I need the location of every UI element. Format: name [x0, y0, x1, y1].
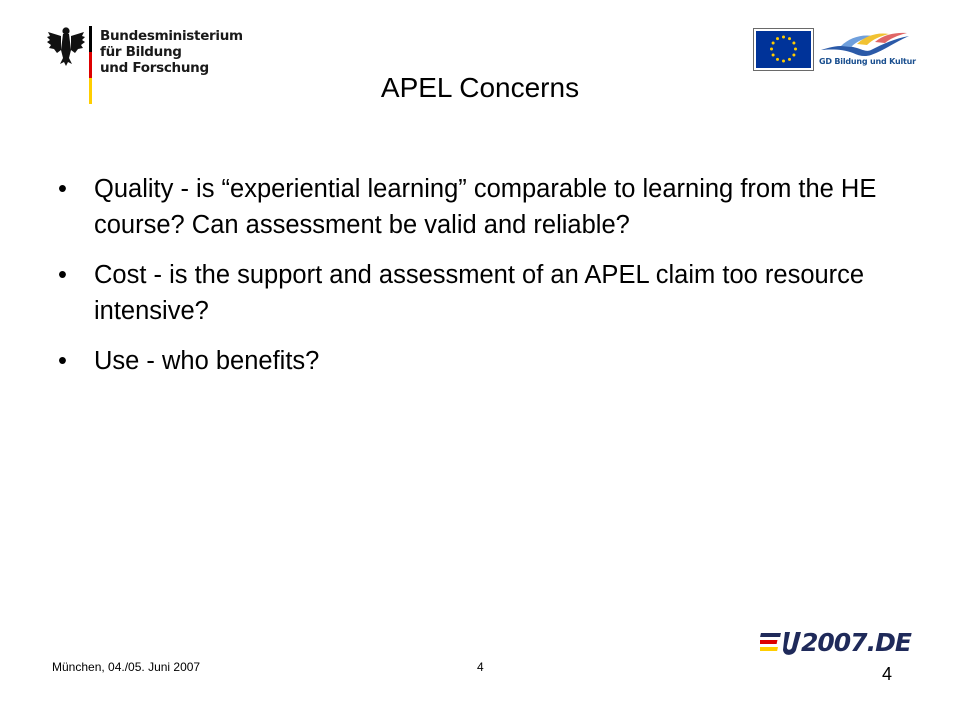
eu-presidency-text: 2007.DE	[801, 628, 911, 657]
footer-place-date: München, 04./05. Juni 2007	[52, 660, 201, 674]
eu-presidency-logo	[760, 628, 910, 660]
eu-logo	[753, 28, 916, 72]
ministry-name-line-2: für Bildung	[100, 44, 182, 60]
footer-page-center: 4	[477, 660, 484, 674]
eu-logo-caption: GD Bildung und Kultur	[819, 57, 916, 66]
bullet-item-use: • Use - who benefits?	[56, 343, 906, 379]
slide-title: APEL Concerns	[380, 72, 580, 103]
bullet-item-quality: • Quality - is “experiential learning” comparable to learning from the HE course? Can assessment be valid and reliable?	[56, 171, 906, 243]
ministry-name-line-3: und Forschung	[100, 60, 209, 76]
bullet-item-cost: • Cost - is the support and assessment of an APEL claim too resource intensive?	[56, 257, 906, 329]
ministry-name	[100, 28, 243, 76]
ministry-name-line-1: Bundesministerium	[100, 28, 243, 44]
eu-presidency-mark-icon	[760, 628, 802, 660]
bullet-list	[56, 171, 906, 393]
slide-page-number: 4	[882, 664, 893, 684]
